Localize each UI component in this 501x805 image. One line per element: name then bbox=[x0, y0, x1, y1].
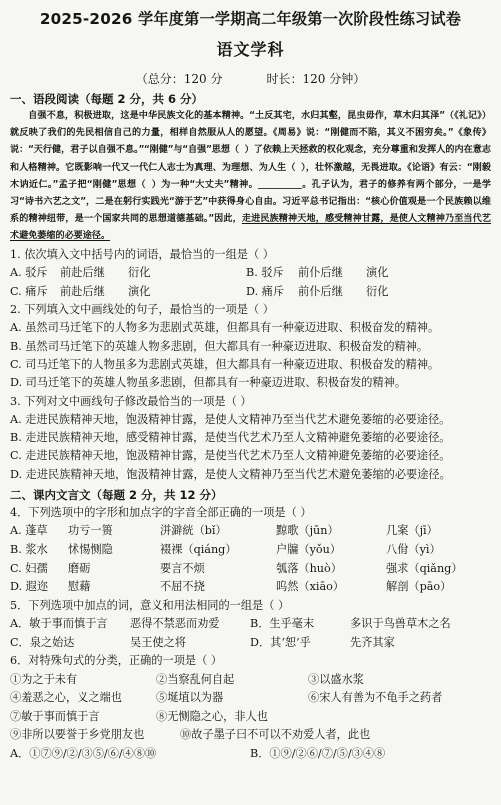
question-6-answers bbox=[10, 745, 491, 764]
sentence-item: ⑤埏埴以为器 bbox=[156, 691, 224, 705]
section-heading-1: 一、语段阅读（每题 2 分，共 6 分） bbox=[10, 92, 204, 106]
question-1-options-row-2 bbox=[10, 283, 491, 302]
question-3-stem: 3. 下列对文中画线句子修改最恰当的一项是（ ） bbox=[10, 394, 252, 408]
option-word: 演化 bbox=[366, 265, 389, 279]
option-item: 黥歌（jūn） bbox=[276, 524, 339, 538]
question-2-option-b[interactable]: B. 虽然司马迁笔下的英雄人物多悲剧，但大都具有一种豪迈进取、积极奋发的精神。 bbox=[10, 339, 429, 353]
option[interactable]: D．其‘恕’乎 bbox=[250, 635, 311, 649]
sentence-item: ⑦敏于事而慎于言 bbox=[10, 709, 100, 723]
option-item: 要言不烦 bbox=[160, 561, 205, 575]
option-word: 前赴后继 bbox=[60, 265, 105, 279]
sentence-item: ①为之于未有 bbox=[10, 672, 78, 686]
option[interactable]: B．①⑨/②⑥/⑦/⑤/③④⑧ bbox=[250, 746, 386, 760]
option-item: 磨砺 bbox=[68, 561, 91, 575]
option-item: 解剖（pāo） bbox=[386, 580, 452, 594]
sentence-item: ⑨非所以要誉于乡党朋友也 bbox=[10, 728, 145, 742]
question-1-stem: 1. 依次填入文中括号内的词语，最恰当的一组是（ ） bbox=[10, 247, 274, 261]
option-item: 几案（jī） bbox=[386, 524, 438, 538]
option-item: 八佾（yì） bbox=[386, 542, 441, 556]
question-3-option-b[interactable]: B. 走进民族精神天地，感受精神甘露，是使当代艺术乃至人文精神避免萎缩的必要途径。 bbox=[10, 431, 451, 445]
option-item: 慰藉 bbox=[68, 580, 91, 594]
option[interactable]: D. 痛斥 bbox=[246, 284, 285, 298]
passage-text: 自强不息，积极进取，这是中华民族文化的基本精神。“土反其宅，水归其壑，昆虫毋作，草木归其泽”（《礼记》）就反映了我们的先民相信自己的力量，相样自然服从人的愿望。《周易》说：“刚健而不陷，其义不困穷矣。”《象传》说：“天行健，君子以自强不息。”“刚健”与“自强”思想（ ）了依赖上天拯救的权化观念，充分尊重和发挥人的内在意志和人格精神。它既影响一代又一代仁人志士为真理、为理想、为人生（ ），壮怀激越，无畏进取。《论语》有云：“刚毅木讷近仁。”孟子把“刚健”思想（ ）为一种“大丈夫”精神。________。孔子认为，君子的修养有两个部分，一是学习“诗书六艺之文”，二是在躬行实践光“游于艺”中获得身心自由。习近平总书记指出：“核心价值观是一个民族赖以维系的精神纽带，是一个国家共同的思想道德基础。”因此， bbox=[10, 111, 491, 225]
question-6-stem: 6．对特殊句式的分类，正确的一项是（ ） bbox=[10, 654, 223, 668]
option-item: 瓠落（huò） bbox=[276, 561, 342, 575]
sentence-item: ⑧无恻隐之心，非人也 bbox=[156, 709, 268, 723]
question-2-stem: 2. 下列填入文中画线处的句子，最恰当的一项是（ ） bbox=[10, 303, 274, 317]
option-word: 前仆后继 bbox=[298, 284, 343, 298]
option-item: 功亏一篑 bbox=[68, 524, 113, 538]
option-item: 裰裸（qiáng） bbox=[160, 542, 237, 556]
option[interactable]: A. 驳斥 bbox=[10, 265, 48, 279]
option-item: 恶得不禁恶而劝爱 bbox=[130, 617, 220, 631]
sentence-list-row-3 bbox=[10, 708, 491, 727]
question-5-stem: 5．下列选项中加点的词，意义和用法相同的一组是（ ） bbox=[10, 598, 290, 612]
underlined-sentence: 走进民族精神天地，感受精神甘露，是使人文精神乃至当代艺术避免萎缩的必要途径。 bbox=[10, 214, 491, 242]
total-score: （总分：120 分 bbox=[135, 72, 223, 86]
option-word: 衍化 bbox=[366, 284, 389, 298]
option-item: C. 妇孺 bbox=[10, 561, 48, 575]
option-item: D. 遐迩 bbox=[10, 580, 49, 594]
option-word: 前仆后继 bbox=[298, 265, 343, 279]
option[interactable]: A．敏于事而慎于言 bbox=[10, 617, 108, 631]
subject-title: 语文学科 bbox=[216, 40, 285, 59]
question-3-option-a[interactable]: A. 走进民族精神天地，饱汲精神甘露，是使人文精神乃至当代艺术避免萎缩的必要途径。 bbox=[10, 412, 451, 426]
question-3-option-d[interactable]: D. 走进民族精神天地，饱汲精神甘露，是使人文精神乃至当代艺术避免萎缩的必要途径。 bbox=[10, 467, 451, 481]
question-4-stem: 4．下列选项中的字形和加点字的字音全部正确的一项是（ ） bbox=[10, 506, 312, 520]
question-3-option-c[interactable]: C. 走进民族精神天地，饱汲精神甘露，是使当代艺术乃至人文精神避免萎缩的必要途径。 bbox=[10, 449, 451, 463]
question-2-option-d[interactable]: D. 司马迁笔下的英雄人物虽多悲剧，但都具有一种豪迈进取、积极奋发的精神。 bbox=[10, 376, 407, 390]
option-item: 强求（qiǎng） bbox=[386, 561, 463, 575]
option[interactable]: A．①⑦⑨/②/③⑤/⑥/④⑧⑩ bbox=[10, 746, 157, 760]
exam-title: 2025-2026 学年度第一学期高二年级第一次阶段性练习试卷 bbox=[39, 10, 462, 28]
sentence-item: ③以盛水浆 bbox=[308, 672, 364, 686]
option-item: B. 浆水 bbox=[10, 542, 48, 556]
question-4-option-c[interactable] bbox=[10, 560, 491, 579]
duration: 时长：120 分钟） bbox=[266, 72, 366, 86]
option-item: 户牖（yǒu） bbox=[276, 542, 342, 556]
sentence-item: ⑩故子墨子曰不可以不劝爱人者，此也 bbox=[180, 728, 371, 742]
sentence-list-row-4 bbox=[10, 726, 491, 745]
reading-passage bbox=[10, 108, 491, 246]
option-item: 怵惕恻隐 bbox=[68, 542, 113, 556]
option[interactable]: C. 痛斥 bbox=[10, 284, 48, 298]
sentence-item: ②当察乱何自起 bbox=[156, 672, 235, 686]
option-item: 洴澼絖（bǐ） bbox=[160, 524, 227, 538]
option[interactable]: B．生乎毫末 bbox=[250, 617, 315, 631]
sentence-item: ⑥宋人有善为不龟手之药者 bbox=[308, 691, 443, 705]
question-5-options-row-2 bbox=[10, 634, 491, 653]
option-word: 演化 bbox=[128, 284, 151, 298]
option[interactable]: C．泉之始达 bbox=[10, 635, 75, 649]
option-item: 先齐其家 bbox=[350, 635, 395, 649]
sentence-list-row-1 bbox=[10, 671, 491, 690]
question-2-option-c[interactable]: C. 司马迁笔下的人物虽多为悲剧式英雄，但大都具有一种豪迈进取、积极奋发的精神。 bbox=[10, 358, 440, 371]
question-4-option-b[interactable] bbox=[10, 541, 491, 560]
exam-meta bbox=[10, 70, 491, 87]
option-item: A. 蓬草 bbox=[10, 524, 48, 538]
question-4-option-d[interactable] bbox=[10, 578, 491, 597]
option-item: 不屈不挠 bbox=[160, 580, 205, 594]
option-word: 前赴后继 bbox=[60, 284, 105, 298]
option-item: 多识于鸟兽草木之名 bbox=[350, 617, 451, 631]
sentence-item: ④羞恶之心，义之端也 bbox=[10, 691, 122, 705]
sentence-list-row-2 bbox=[10, 689, 491, 708]
option[interactable]: B. 驳斥 bbox=[246, 265, 284, 279]
section-heading-2: 二、课内文言文（每题 2 分，共 12 分） bbox=[10, 488, 223, 503]
question-2-option-a[interactable]: A. 虽然司马迁笔下的人物多为悲剧式英雄，但都具有一种豪迈进取、积极奋发的精神。 bbox=[10, 321, 440, 335]
option-item: 呜然（xiāo） bbox=[276, 580, 345, 594]
option-word: 衍化 bbox=[128, 265, 151, 279]
question-4-option-a[interactable] bbox=[10, 522, 491, 541]
option-item: 吴王使之将 bbox=[130, 635, 186, 649]
question-5-options-row-1 bbox=[10, 615, 491, 634]
question-1-options-row-1 bbox=[10, 264, 491, 283]
